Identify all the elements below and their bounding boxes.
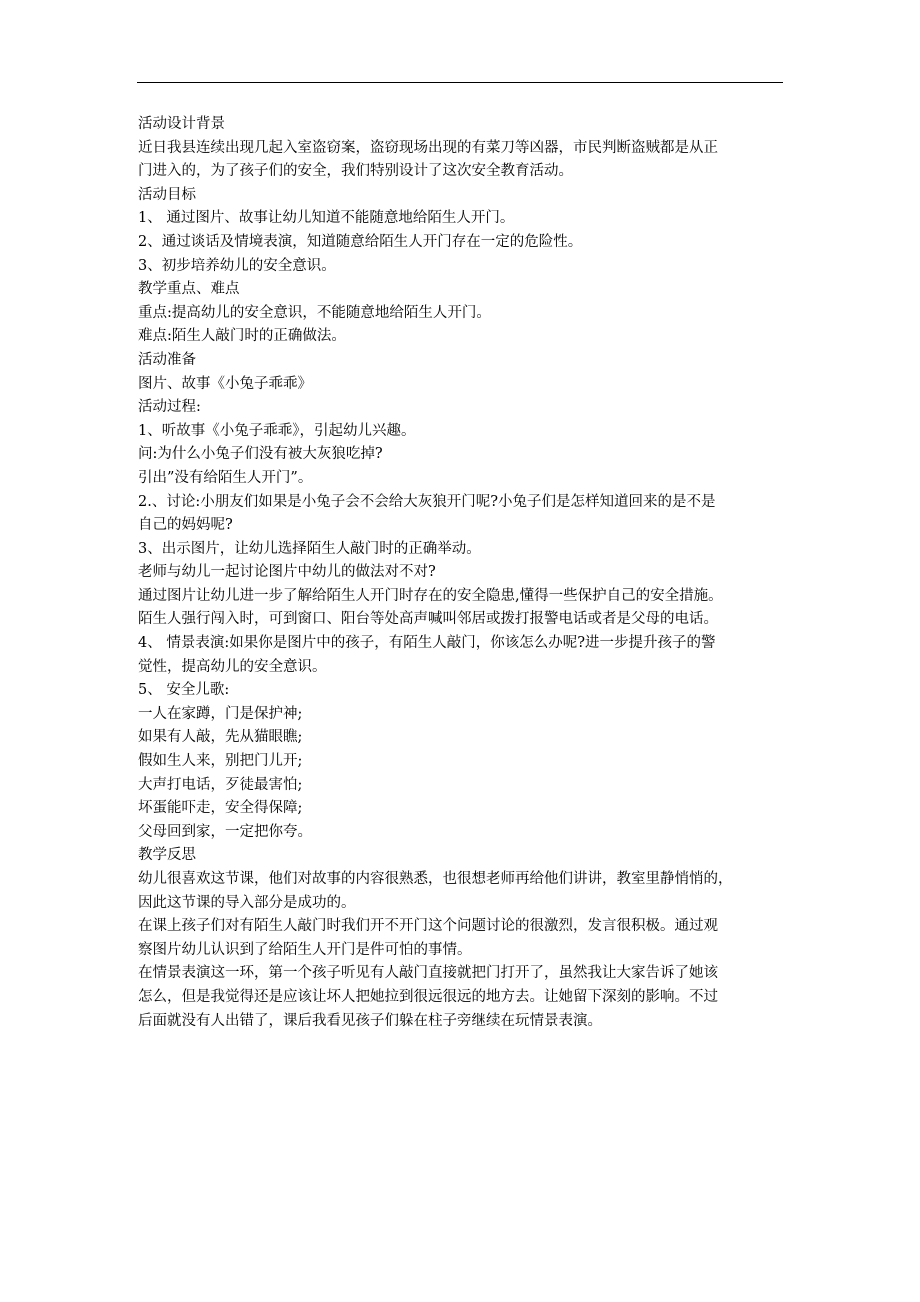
text-line: 5、 安全儿歌: bbox=[138, 682, 230, 699]
text-line: 3、出示图片，让幼儿选择陌生人敲门时的正确举动。 bbox=[138, 540, 481, 557]
text-line: 因此这节课的导入部分是成功的。 bbox=[138, 894, 356, 911]
text-line: 1、听故事《小兔子乖乖》，引起幼儿兴趣。 bbox=[138, 422, 416, 439]
poem-line: 父母回到家，一定把你夸。 bbox=[138, 823, 312, 840]
text-line: 重点:提高幼儿的安全意识，不能随意地给陌生人开门。 bbox=[138, 304, 491, 321]
section-heading: 活动目标 bbox=[138, 186, 196, 203]
section-heading: 活动设计背景 bbox=[138, 116, 225, 132]
section-heading: 活动过程: bbox=[138, 399, 201, 416]
text-line: 图片、故事《小兔子乖乖》 bbox=[138, 375, 312, 392]
text-line: 近日我县连续出现几起入室盗窃案，盗窃现场出现的有菜刀等凶器，市民判断盗贼都是从正 bbox=[138, 139, 718, 156]
text-line: 问:为什么小兔子们没有被大灰狼吃掉? bbox=[138, 446, 383, 463]
text-line: 2.、讨论:小朋友们如果是小兔子会不会给大灰狼开门呢?小兔子们是怎样知道回来的是不是 bbox=[138, 493, 716, 510]
text-line: 难点:陌生人敲门时的正确做法。 bbox=[138, 328, 346, 345]
text-line: 通过图片让幼儿进一步了解给陌生人开门时存在的安全隐患,懂得一些保护自己的安全措施。 bbox=[138, 587, 723, 604]
text-line: 3、初步培养幼儿的安全意识。 bbox=[138, 257, 336, 274]
header-rule bbox=[137, 82, 783, 83]
text-line: 怎么，但是我觉得还是应该让坏人把她拉到很远很远的地方去。让她留下深刻的影响。不过 bbox=[138, 988, 718, 1005]
text-line: 在课上孩子们对有陌生人敲门时我们开不开门这个问题讨论的很激烈，发言很积极。通过观 bbox=[138, 918, 718, 935]
text-line: 陌生人强行闯入时，可到窗口、阳台等处高声喊叫邻居或拨打报警电话或者是父母的电话。 bbox=[138, 611, 718, 628]
poem-line: 假如生人来，别把门儿开; bbox=[138, 753, 303, 770]
text-line: 在情景表演这一环，第一个孩子听见有人敲门直接就把门打开了，虽然我让大家告诉了她该 bbox=[138, 965, 718, 982]
text-line: 后面就没有人出错了，课后我看见孩子们躲在柱子旁继续在玩情景表演。 bbox=[138, 1012, 602, 1029]
section-heading: 教学重点、难点 bbox=[138, 281, 240, 298]
poem-line: 如果有人敲，先从猫眼瞧; bbox=[138, 729, 303, 746]
text-line: 引出”没有给陌生人开门”。 bbox=[138, 469, 313, 486]
text-line: 2、通过谈话及情境表演，知道随意给陌生人开门存在一定的危险性。 bbox=[138, 233, 583, 250]
text-line: 幼儿很喜欢这节课，他们对故事的内容很熟悉，也很想老师再给他们讲讲，教室里静悄悄的， bbox=[138, 871, 733, 887]
text-line: 自己的妈妈呢? bbox=[138, 517, 233, 534]
text-line: 1、 通过图片、故事让幼儿知道不能随意地给陌生人开门。 bbox=[138, 210, 515, 227]
section-heading: 教学反思 bbox=[138, 847, 196, 864]
text-line: 4、 情景表演:如果你是图片中的孩子，有陌生人敲门，你该怎么办呢?进一步提升孩子的警 bbox=[138, 635, 716, 652]
text-line: 门进入的，为了孩子们的安全，我们特别设计了这次安全教育活动。 bbox=[138, 163, 573, 180]
poem-line: 大声打电话，歹徒最害怕; bbox=[138, 776, 303, 793]
document-body bbox=[138, 113, 786, 1033]
text-line: 老师与幼儿一起讨论图片中幼儿的做法对不对? bbox=[138, 564, 436, 581]
text-line: 察图片幼儿认识到了给陌生人开门是件可怕的事情。 bbox=[138, 941, 472, 958]
section-heading: 活动准备 bbox=[138, 351, 196, 368]
text-line: 觉性，提高幼儿的安全意识。 bbox=[138, 658, 327, 675]
poem-line: 坏蛋能吓走，安全得保障; bbox=[138, 800, 303, 817]
poem-line: 一人在家蹲，门是保护神; bbox=[138, 705, 303, 722]
